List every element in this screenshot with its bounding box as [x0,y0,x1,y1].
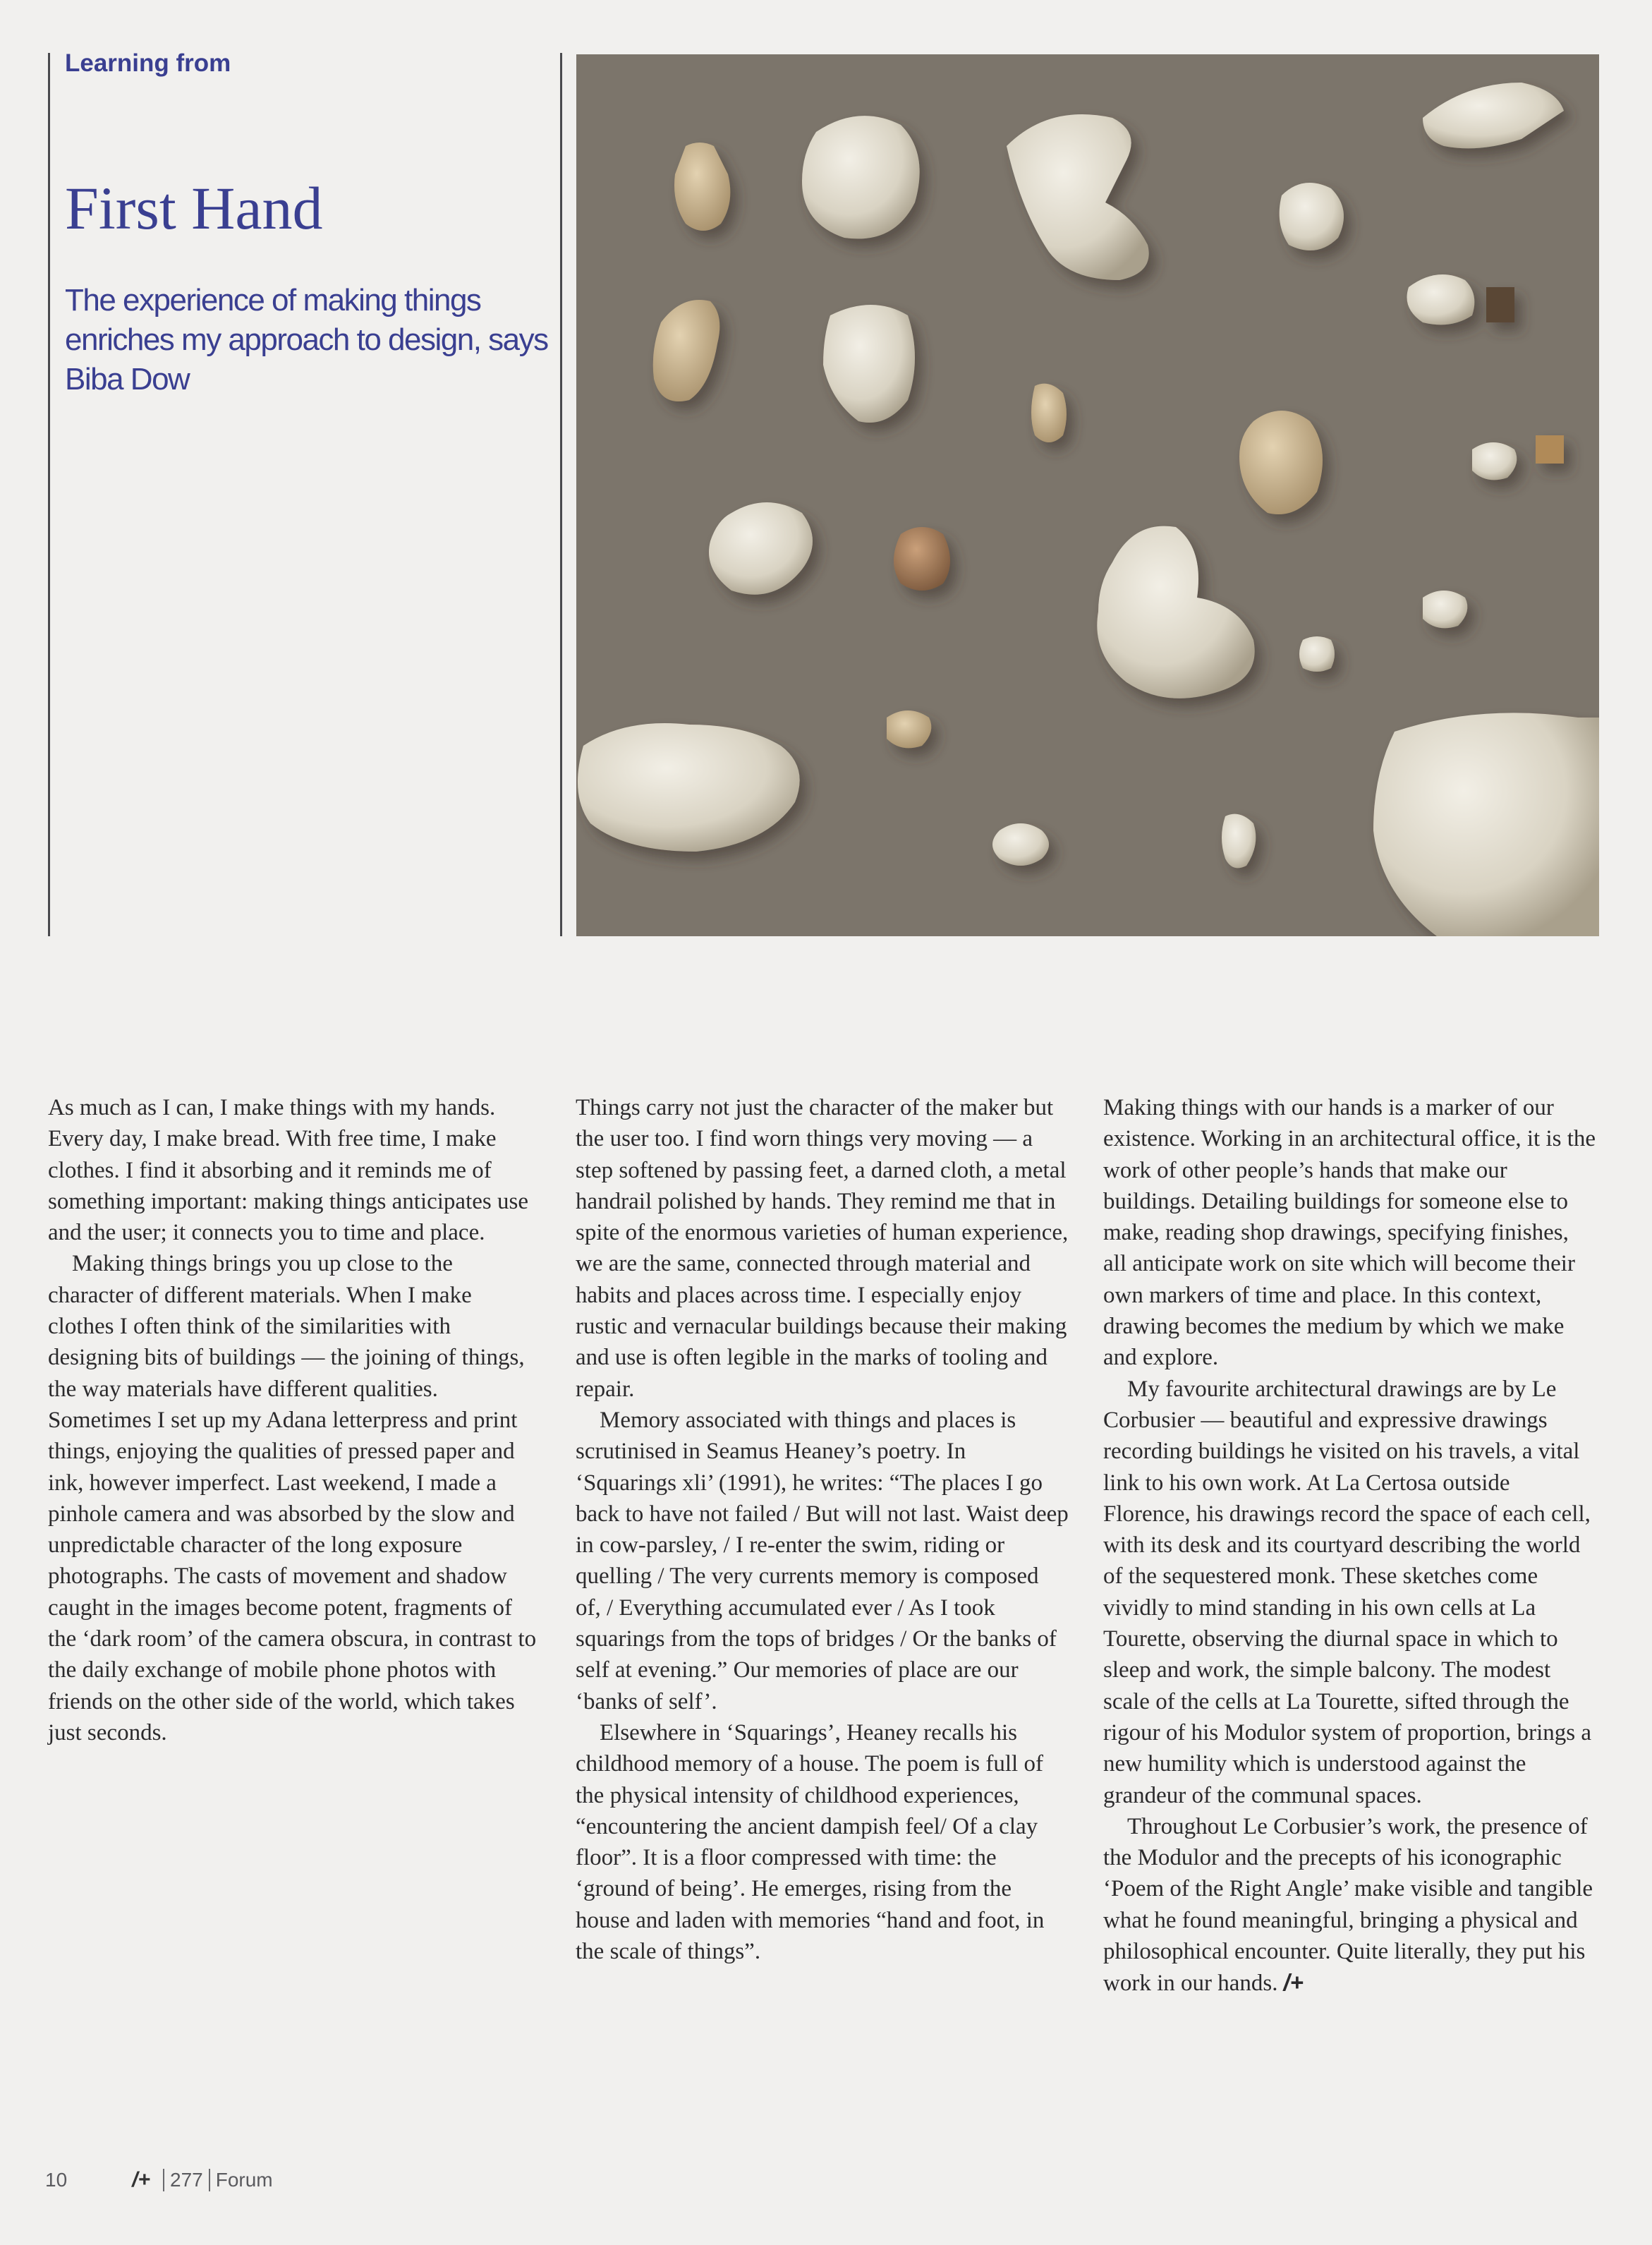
page-number: 10 [45,2169,68,2191]
footer-separator [209,2169,210,2191]
article-title: First Hand [65,174,323,242]
body-paragraph: Elsewhere in ‘Squarings’, Heaney recalls his childhood memory of a house. The poem is full of the physical intensity of childhood experiences, “encountering the ancient dampish feel/ Of a clay floor”. It is a floor compressed with time: the ‘ground of being’. He emerges, rising from the house and laden with memories “hand and foot, in the scale of things”. [576,1719,1045,1965]
page-footer [45,2168,273,2192]
section-name: Forum [215,2169,273,2191]
body-column-2 [576,1092,1069,1967]
magazine-logo-icon: /+ [132,2168,151,2191]
body-column-1 [48,1092,542,1748]
hands-photo [576,54,1599,936]
body-paragraph: Making things brings you up close to the character of different materials. When I make clothes I often think of the similarities with designing bits of buildings — the joining of things, the way materials have different qualities. Sometimes I set up my Adana letterpress and print things, enjoying the qualities of pressed paper and ink, however imperfect. Last weekend, I made a pinhole camera and was absorbed by the slow and unpredictable character of the long exposure photographs. The casts of movement and shadow caught in the images become potent, fragments of the ‘dark room’ of the camera obscura, in contrast to the daily exchange of mobile phone photos with friends on the other side of the world, which takes just seconds. [48,1251,537,1745]
body-paragraph: Things carry not just the character of the maker but the user too. I find worn things very moving — a step softened by passing feet, a darned cloth, a metal handrail polished by hands. They remind me that in spite of the enormous varieties of human experience, we are the same, connected through material and habits and places across time. I especially enjoy rustic and vernacular buildings because their making and use is often legible in the marks of tooling and repair. [576,1095,1069,1402]
issue-number: 277 [170,2169,203,2191]
body-paragraph-final [1103,1811,1597,1999]
body-paragraph: As much as I can, I make things with my hands. Every day, I make bread. With free time, I make clothes. I find it absorbing and it reminds me of something important: making things anticipates use and the user; it connects you to time and place. [48,1095,528,1246]
article-standfirst: The experience of making things enriches my approach to design, says Biba Dow [65,283,548,397]
body-paragraph: My favourite architectural drawings are by Le Corbusier — beautiful and expressive drawings recording buildings he visited on his travels, a vital link to his own work. At La Certosa outside Florence, his drawings record the space of each cell, with its desk and its courtyard describing the world of the sequestered monk. These sketches come vividly to mind standing in his own cells at La Tourette, observing the diurnal space in which to sleep and work, the simple balcony. The modest scale of the cells at La Tourette, sifted through the rigour of his Modulor system of proportion, brings a new humility which is understood against the grandeur of the communal spaces. [1103,1376,1592,1808]
left-column-rule [48,53,50,936]
hands-photo-illustration [576,54,1599,936]
column-divider-rule [560,53,562,936]
body-paragraph-text: Throughout Le Corbusier’s work, the presence of the Modulor and the precepts of his iconographic ‘Poem of the Right Angle’ make visible and tangible what he found meaningful, bringing a physical and philosophical encounter. Quite literally, they put his work in our hands. [1103,1813,1593,1997]
section-kicker: Learning from [65,49,231,77]
end-mark-icon: /+ [1283,1969,1304,1996]
body-column-3 [1103,1092,1597,1999]
footer-separator [163,2169,164,2191]
body-paragraph: Memory associated with things and places is scrutinised in Seamus Heaney’s poetry. In ‘Squarings xli’ (1991), he writes: “The places I go back to have not failed / But will not last. Waist deep in cow-parsley, / I re-enter the swim, riding or quelling / The very currents memory is composed of, / Everything accumulated ever / As I took squarings from the tops of bridges / Or the banks of self at evening.” Our memories of place are our ‘banks of self’. [576,1407,1069,1714]
body-paragraph: Making things with our hands is a marker of our existence. Working in an architectural office, it is the work of other people’s hands that make our buildings. Detailing buildings for someone else to make, reading shop drawings, specifying finishes, all anticipate work on site which will become their own markers of time and place. In this context, drawing becomes the medium by which we make and explore. [1103,1095,1596,1371]
